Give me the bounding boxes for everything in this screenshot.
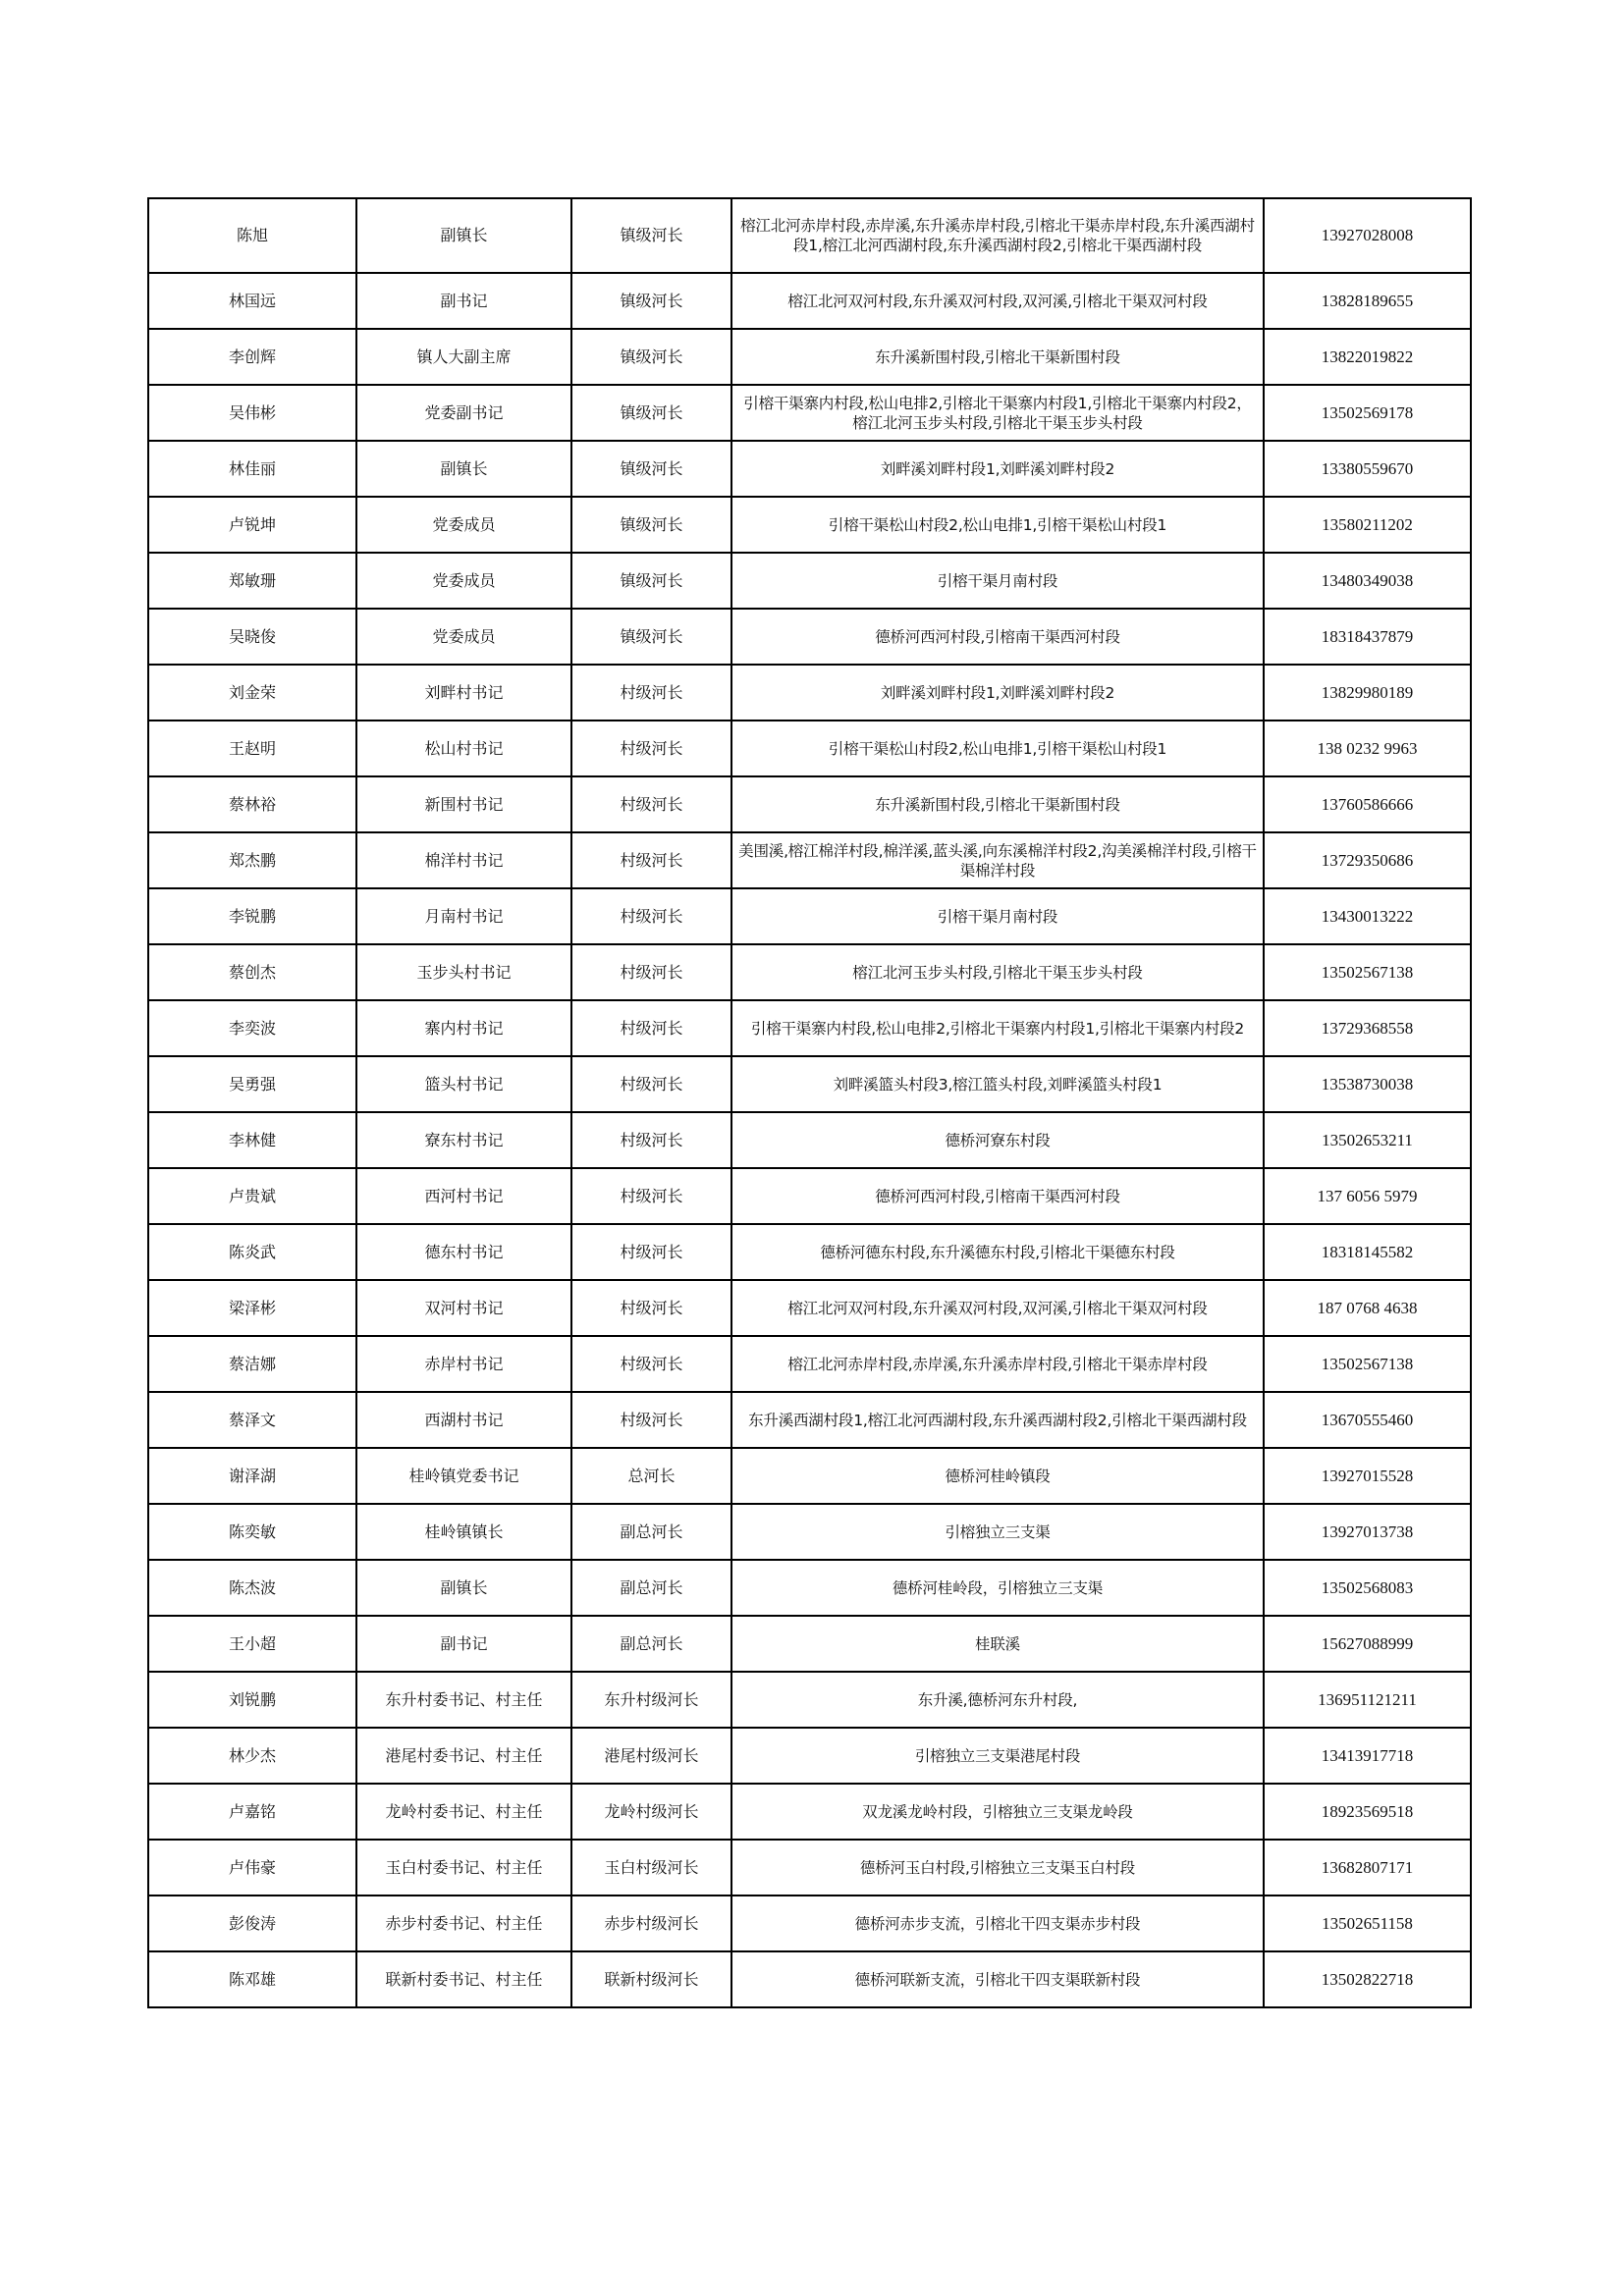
cell-position: 西河村书记 <box>356 1168 571 1224</box>
table-row <box>148 1672 1471 1728</box>
cell-level: 副总河长 <box>571 1560 731 1616</box>
cell-name: 陈旭 <box>148 198 356 273</box>
cell-phone: 18318145582 <box>1264 1224 1471 1280</box>
table-row <box>148 1224 1471 1280</box>
cell-name: 谢泽湖 <box>148 1448 356 1504</box>
cell-phone: 15627088999 <box>1264 1616 1471 1672</box>
cell-river-section: 榕江北河双河村段,东升溪双河村段,双河溪,引榕北干渠双河村段 <box>731 1280 1264 1336</box>
cell-level: 副总河长 <box>571 1616 731 1672</box>
cell-level: 村级河长 <box>571 832 731 888</box>
table-row <box>148 441 1471 497</box>
cell-phone: 13682807171 <box>1264 1840 1471 1896</box>
cell-phone: 13480349038 <box>1264 553 1471 609</box>
cell-phone: 13729350686 <box>1264 832 1471 888</box>
cell-position: 副书记 <box>356 1616 571 1672</box>
cell-level: 总河长 <box>571 1448 731 1504</box>
cell-level: 龙岭村级河长 <box>571 1784 731 1840</box>
table-row <box>148 1336 1471 1392</box>
table-row <box>148 497 1471 553</box>
cell-level: 镇级河长 <box>571 198 731 273</box>
cell-river-section: 引榕独立三支渠 <box>731 1504 1264 1560</box>
cell-river-section: 德桥河赤步支流，引榕北干四支渠赤步村段 <box>731 1896 1264 1951</box>
cell-name: 陈杰波 <box>148 1560 356 1616</box>
cell-river-section: 东升溪西湖村段1,榕江北河西湖村段,东升溪西湖村段2,引榕北干渠西湖村段 <box>731 1392 1264 1448</box>
cell-level: 村级河长 <box>571 721 731 776</box>
cell-position: 赤步村委书记、村主任 <box>356 1896 571 1951</box>
cell-position: 联新村委书记、村主任 <box>356 1951 571 2007</box>
cell-position: 寮东村书记 <box>356 1112 571 1168</box>
cell-level: 港尾村级河长 <box>571 1728 731 1784</box>
table-body <box>148 198 1471 2007</box>
cell-position: 党委成员 <box>356 497 571 553</box>
cell-level: 镇级河长 <box>571 609 731 665</box>
cell-name: 蔡林裕 <box>148 776 356 832</box>
cell-name: 李奕波 <box>148 1000 356 1056</box>
cell-river-section: 德桥河桂岭镇段 <box>731 1448 1264 1504</box>
table-row <box>148 1616 1471 1672</box>
table-row <box>148 385 1471 441</box>
cell-name: 陈奕敏 <box>148 1504 356 1560</box>
cell-level: 联新村级河长 <box>571 1951 731 2007</box>
cell-phone: 18923569518 <box>1264 1784 1471 1840</box>
cell-level: 村级河长 <box>571 665 731 721</box>
cell-river-section: 德桥河西河村段,引榕南干渠西河村段 <box>731 609 1264 665</box>
table-row <box>148 1784 1471 1840</box>
cell-level: 村级河长 <box>571 1224 731 1280</box>
cell-level: 村级河长 <box>571 1168 731 1224</box>
table-row <box>148 1112 1471 1168</box>
cell-position: 月南村书记 <box>356 888 571 944</box>
cell-level: 村级河长 <box>571 1000 731 1056</box>
cell-river-section: 引榕干渠月南村段 <box>731 553 1264 609</box>
cell-name: 林少杰 <box>148 1728 356 1784</box>
cell-position: 双河村书记 <box>356 1280 571 1336</box>
cell-river-section: 引榕干渠寨内村段,松山电排2,引榕北干渠寨内村段1,引榕北干渠寨内村段2，榕江北河玉步头村段,引榕北干渠玉步头村段 <box>731 385 1264 441</box>
cell-river-section: 德桥河玉白村段,引榕独立三支渠玉白村段 <box>731 1840 1264 1896</box>
table-row <box>148 198 1471 273</box>
cell-phone: 13828189655 <box>1264 273 1471 329</box>
cell-position: 东升村委书记、村主任 <box>356 1672 571 1728</box>
cell-river-section: 引榕干渠松山村段2,松山电排1,引榕干渠松山村段1 <box>731 497 1264 553</box>
table-row <box>148 1560 1471 1616</box>
cell-phone: 13430013222 <box>1264 888 1471 944</box>
cell-name: 梁泽彬 <box>148 1280 356 1336</box>
cell-name: 卢贵斌 <box>148 1168 356 1224</box>
cell-position: 党委成员 <box>356 609 571 665</box>
cell-level: 赤步村级河长 <box>571 1896 731 1951</box>
cell-river-section: 德桥河桂岭段，引榕独立三支渠 <box>731 1560 1264 1616</box>
cell-position: 德东村书记 <box>356 1224 571 1280</box>
cell-river-section: 榕江北河赤岸村段,赤岸溪,东升溪赤岸村段,引榕北干渠赤岸村段 <box>731 1336 1264 1392</box>
cell-name: 吴勇强 <box>148 1056 356 1112</box>
cell-name: 卢锐坤 <box>148 497 356 553</box>
cell-name: 刘锐鹏 <box>148 1672 356 1728</box>
cell-river-section: 引榕独立三支渠港尾村段 <box>731 1728 1264 1784</box>
river-chief-table <box>147 197 1472 2008</box>
cell-level: 镇级河长 <box>571 385 731 441</box>
cell-phone: 13580211202 <box>1264 497 1471 553</box>
cell-river-section: 德桥河寮东村段 <box>731 1112 1264 1168</box>
table-row <box>148 1000 1471 1056</box>
cell-name: 李创辉 <box>148 329 356 385</box>
cell-name: 吴伟彬 <box>148 385 356 441</box>
cell-phone: 13502567138 <box>1264 944 1471 1000</box>
cell-position: 松山村书记 <box>356 721 571 776</box>
cell-position: 党委副书记 <box>356 385 571 441</box>
cell-name: 郑杰鹏 <box>148 832 356 888</box>
cell-phone: 136951121211 <box>1264 1672 1471 1728</box>
cell-river-section: 东升溪新围村段,引榕北干渠新围村段 <box>731 329 1264 385</box>
cell-level: 镇级河长 <box>571 553 731 609</box>
table-row <box>148 832 1471 888</box>
cell-position: 篮头村书记 <box>356 1056 571 1112</box>
cell-level: 村级河长 <box>571 888 731 944</box>
cell-phone: 13413917718 <box>1264 1728 1471 1784</box>
cell-level: 村级河长 <box>571 1392 731 1448</box>
cell-position: 副镇长 <box>356 198 571 273</box>
cell-phone: 13829980189 <box>1264 665 1471 721</box>
cell-position: 副书记 <box>356 273 571 329</box>
cell-level: 玉白村级河长 <box>571 1840 731 1896</box>
cell-name: 卢嘉铭 <box>148 1784 356 1840</box>
table-row <box>148 665 1471 721</box>
cell-level: 东升村级河长 <box>571 1672 731 1728</box>
cell-river-section: 美围溪,榕江棉洋村段,棉洋溪,蓝头溪,向东溪棉洋村段2,沟美溪棉洋村段,引榕干渠棉洋村段 <box>731 832 1264 888</box>
cell-phone: 13502568083 <box>1264 1560 1471 1616</box>
cell-name: 王小超 <box>148 1616 356 1672</box>
cell-river-section: 德桥河联新支流，引榕北干四支渠联新村段 <box>731 1951 1264 2007</box>
table-row <box>148 1896 1471 1951</box>
table-row <box>148 553 1471 609</box>
cell-name: 陈邓雄 <box>148 1951 356 2007</box>
cell-level: 村级河长 <box>571 776 731 832</box>
cell-phone: 13380559670 <box>1264 441 1471 497</box>
cell-river-section: 桂联溪 <box>731 1616 1264 1672</box>
cell-position: 港尾村委书记、村主任 <box>356 1728 571 1784</box>
cell-position: 桂岭镇镇长 <box>356 1504 571 1560</box>
cell-river-section: 榕江北河双河村段,东升溪双河村段,双河溪,引榕北干渠双河村段 <box>731 273 1264 329</box>
cell-phone: 13822019822 <box>1264 329 1471 385</box>
table-row <box>148 721 1471 776</box>
cell-name: 李林健 <box>148 1112 356 1168</box>
cell-phone: 13729368558 <box>1264 1000 1471 1056</box>
cell-phone: 13538730038 <box>1264 1056 1471 1112</box>
cell-phone: 13927028008 <box>1264 198 1471 273</box>
cell-phone: 13502653211 <box>1264 1112 1471 1168</box>
cell-position: 党委成员 <box>356 553 571 609</box>
table-row <box>148 1840 1471 1896</box>
cell-phone: 13502822718 <box>1264 1951 1471 2007</box>
cell-name: 林佳丽 <box>148 441 356 497</box>
cell-name: 卢伟豪 <box>148 1840 356 1896</box>
cell-river-section: 榕江北河玉步头村段,引榕北干渠玉步头村段 <box>731 944 1264 1000</box>
cell-river-section: 东升溪,德桥河东升村段, <box>731 1672 1264 1728</box>
cell-position: 桂岭镇党委书记 <box>356 1448 571 1504</box>
table-row <box>148 1056 1471 1112</box>
cell-level: 镇级河长 <box>571 273 731 329</box>
table-row <box>148 1168 1471 1224</box>
cell-position: 玉步头村书记 <box>356 944 571 1000</box>
cell-phone: 137 6056 5979 <box>1264 1168 1471 1224</box>
cell-river-section: 东升溪新围村段,引榕北干渠新围村段 <box>731 776 1264 832</box>
table-row <box>148 1951 1471 2007</box>
cell-name: 王赵明 <box>148 721 356 776</box>
cell-position: 刘畔村书记 <box>356 665 571 721</box>
table-row <box>148 1728 1471 1784</box>
table-row <box>148 1448 1471 1504</box>
table-row <box>148 1504 1471 1560</box>
cell-name: 蔡创杰 <box>148 944 356 1000</box>
cell-river-section: 引榕干渠松山村段2,松山电排1,引榕干渠松山村段1 <box>731 721 1264 776</box>
cell-level: 村级河长 <box>571 1336 731 1392</box>
table-row <box>148 609 1471 665</box>
table-row <box>148 1280 1471 1336</box>
cell-position: 赤岸村书记 <box>356 1336 571 1392</box>
cell-phone: 13760586666 <box>1264 776 1471 832</box>
cell-level: 村级河长 <box>571 1280 731 1336</box>
cell-phone: 13502651158 <box>1264 1896 1471 1951</box>
cell-river-section: 德桥河西河村段,引榕南干渠西河村段 <box>731 1168 1264 1224</box>
cell-name: 李锐鹏 <box>148 888 356 944</box>
cell-river-section: 德桥河德东村段,东升溪德东村段,引榕北干渠德东村段 <box>731 1224 1264 1280</box>
cell-level: 村级河长 <box>571 944 731 1000</box>
cell-position: 龙岭村委书记、村主任 <box>356 1784 571 1840</box>
cell-position: 镇人大副主席 <box>356 329 571 385</box>
cell-river-section: 刘畔溪刘畔村段1,刘畔溪刘畔村段2 <box>731 441 1264 497</box>
table-row <box>148 888 1471 944</box>
cell-level: 村级河长 <box>571 1056 731 1112</box>
cell-position: 新围村书记 <box>356 776 571 832</box>
cell-phone: 13502567138 <box>1264 1336 1471 1392</box>
cell-phone: 138 0232 9963 <box>1264 721 1471 776</box>
cell-phone: 18318437879 <box>1264 609 1471 665</box>
cell-name: 蔡洁娜 <box>148 1336 356 1392</box>
cell-river-section: 刘畔溪篮头村段3,榕江篮头村段,刘畔溪篮头村段1 <box>731 1056 1264 1112</box>
table-row <box>148 273 1471 329</box>
table-row <box>148 944 1471 1000</box>
cell-position: 副镇长 <box>356 441 571 497</box>
cell-level: 镇级河长 <box>571 497 731 553</box>
cell-name: 陈炎武 <box>148 1224 356 1280</box>
cell-level: 镇级河长 <box>571 329 731 385</box>
cell-name: 林国远 <box>148 273 356 329</box>
cell-river-section: 引榕干渠寨内村段,松山电排2,引榕北干渠寨内村段1,引榕北干渠寨内村段2 <box>731 1000 1264 1056</box>
table-row <box>148 1392 1471 1448</box>
cell-river-section: 双龙溪龙岭村段，引榕独立三支渠龙岭段 <box>731 1784 1264 1840</box>
cell-phone: 13927015528 <box>1264 1448 1471 1504</box>
cell-position: 棉洋村书记 <box>356 832 571 888</box>
cell-position: 西湖村书记 <box>356 1392 571 1448</box>
cell-phone: 13502569178 <box>1264 385 1471 441</box>
cell-river-section: 引榕干渠月南村段 <box>731 888 1264 944</box>
cell-position: 玉白村委书记、村主任 <box>356 1840 571 1896</box>
cell-name: 郑敏珊 <box>148 553 356 609</box>
table-row <box>148 776 1471 832</box>
cell-level: 副总河长 <box>571 1504 731 1560</box>
cell-phone: 13927013738 <box>1264 1504 1471 1560</box>
cell-name: 蔡泽文 <box>148 1392 356 1448</box>
cell-river-section: 榕江北河赤岸村段,赤岸溪,东升溪赤岸村段,引榕北干渠赤岸村段,东升溪西湖村段1,榕江北河西湖村段,东升溪西湖村段2,引榕北干渠西湖村段 <box>731 198 1264 273</box>
cell-name: 刘金荣 <box>148 665 356 721</box>
cell-name: 吴晓俊 <box>148 609 356 665</box>
cell-position: 副镇长 <box>356 1560 571 1616</box>
cell-phone: 187 0768 4638 <box>1264 1280 1471 1336</box>
cell-level: 镇级河长 <box>571 441 731 497</box>
cell-river-section: 刘畔溪刘畔村段1,刘畔溪刘畔村段2 <box>731 665 1264 721</box>
cell-level: 村级河长 <box>571 1112 731 1168</box>
cell-position: 寨内村书记 <box>356 1000 571 1056</box>
cell-phone: 13670555460 <box>1264 1392 1471 1448</box>
table-row <box>148 329 1471 385</box>
cell-name: 彭俊涛 <box>148 1896 356 1951</box>
